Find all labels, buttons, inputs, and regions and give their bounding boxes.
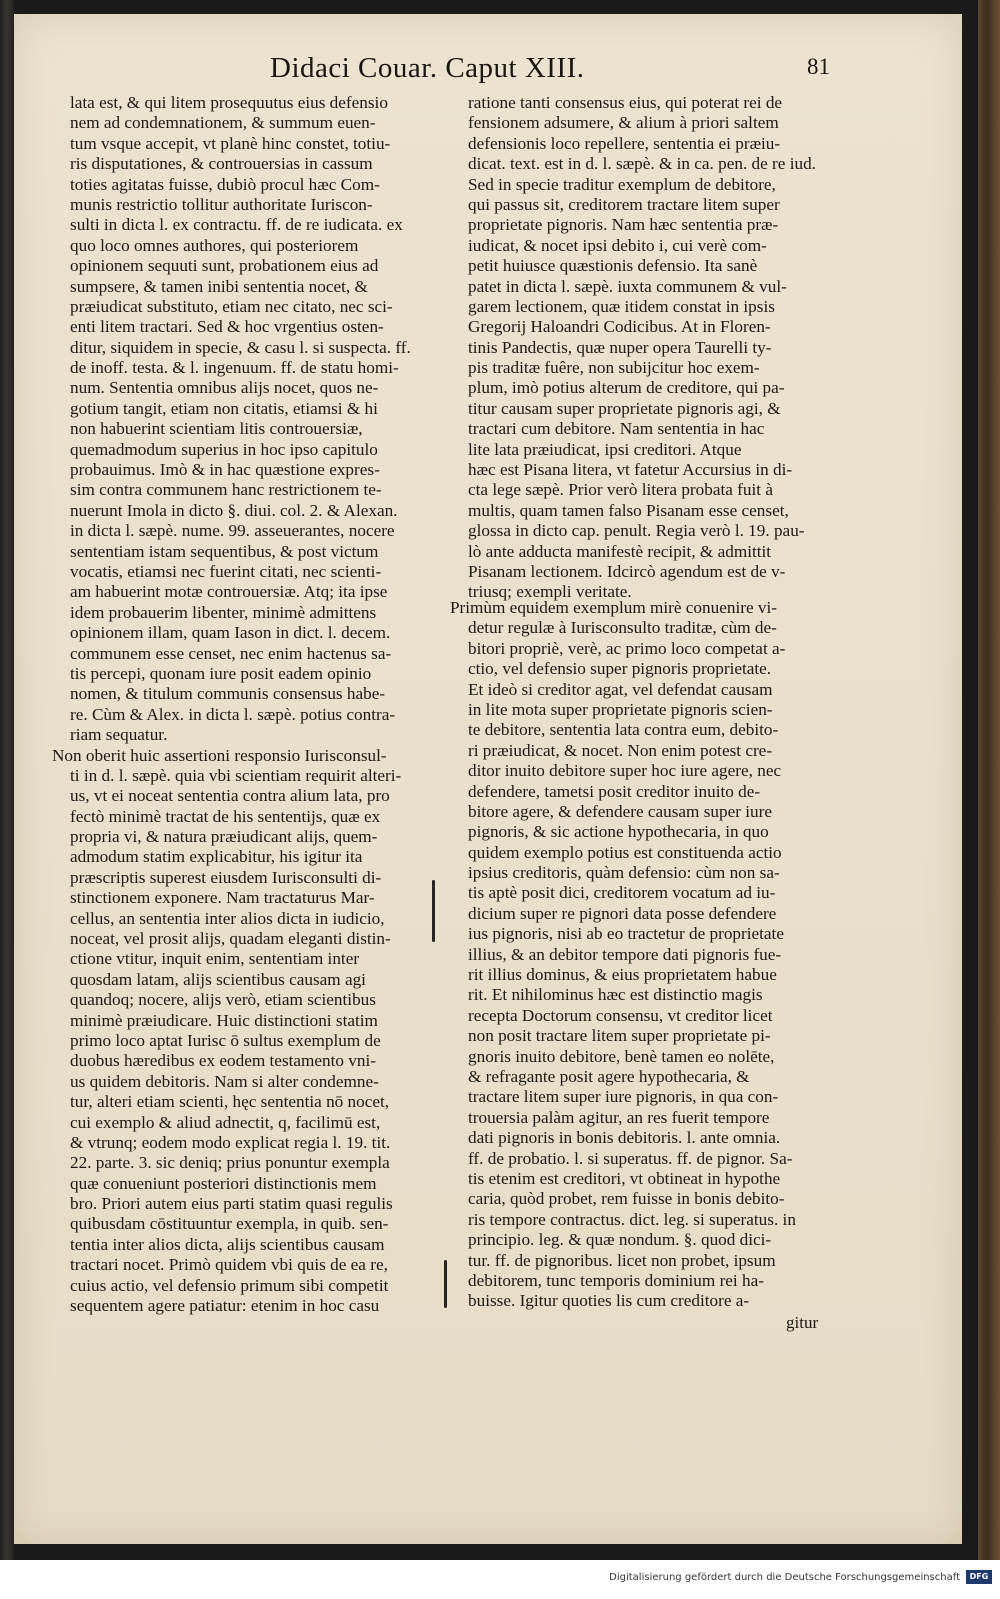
text-line: debitorem, tunc temporis dominium rei ha- [468,1270,764,1290]
text-line: triusq; exempli veritate. [468,582,632,602]
text-line: ff. de probatio. l. si superatus. ff. de pignor. Sa- [468,1148,793,1168]
text-line: riam sequatur. [70,725,168,745]
text-line: cta lege sæpè. Prior verò litera probata fuit à [468,480,773,500]
text-line: ris tempore contractus. dict. leg. si superatus. in [468,1209,796,1229]
text-line: sim contra communem hanc restrictionem te- [70,480,382,500]
text-line: ctio, vel defensio super pignoris proprietate. [468,659,772,679]
running-head-title: Didaci Couar. Caput XIII. [270,52,585,84]
text-line: ipsius creditoris, quàm defensio: cùm non sa- [468,863,780,883]
text-line: patet in dicta l. sæpè. iuxta communem & vul- [468,276,787,296]
text-line: gnoris inuito debitore, benè tamen eo nolēte, [468,1046,775,1066]
text-line: nuerunt Imola in dicto §. diui. col. 2. & Alexan. [70,500,398,520]
text-line: iudicat, & nocet ipsi debito i, cui verè com- [468,235,767,255]
text-line: nem ad condemnationem, & summum euen- [70,113,376,133]
text-line: opinionem sequuti sunt, probationem eius ad [70,256,379,276]
text-line: bitori propriè, verè, ac primo loco competat a- [468,638,786,658]
text-line: buisse. Igitur quoties lis cum creditore a- [468,1291,750,1311]
text-line: quidem exemplo potius est constituenda actio [468,842,782,862]
text-line: cui exemplo & aliud adnectit, q, facilimū est, [70,1112,381,1132]
text-line: defensionis loco repellere, sententia ei præiu- [468,133,781,153]
text-line: in dicta l. sæpè. nume. 99. asseuerantes, nocere [70,521,395,541]
text-line: dati pignoris in bonis debitoris. l. ante omnia. [468,1128,781,1148]
text-line: admodum statim explicabitur, his igitur ita [70,847,363,867]
text-line: ditor inuito debitore super hoc iure agere, nec [468,761,782,781]
text-line: idem probauerim libenter, minimè admittens [70,602,377,622]
text-line: munis restrictio tollitur authoritate Iuriscon- [70,194,373,214]
text-line: & refragante posit agere hypothecaria, & [468,1066,750,1086]
text-line: cuius actio, vel defensio primum sibi competit [70,1275,389,1295]
text-line: defendere, tametsi posit creditor inuito de- [468,781,761,801]
text-line: tum vsque accepit, vt planè hinc constet, totiu- [70,133,391,153]
text-line: fectò minimè tractat de his sententijs, quæ ex [70,806,381,826]
text-line: probauimus. Imò & in hac quæstione expres- [70,460,380,480]
text-line: plum, imò potius alterum de creditore, qui pa- [468,378,785,398]
text-line: tractari cum debitore. Nam sententia in hac [468,419,765,439]
text-line: quosdam latam, alijs scientibus causam agi [70,969,366,989]
text-line: tis etenim est creditori, vt obtineat in hypothe [468,1168,781,1188]
text-line: caria, quòd probet, rem fuisse in bonis debito- [468,1189,785,1209]
text-line: tinis Pandectis, quæ nuper opera Taurelli ty- [468,337,772,357]
text-line: duobus hæredibus ex eodem testamento vni- [70,1051,376,1071]
text-line: de inoff. testa. & l. ingenuum. ff. de statu homi- [70,358,399,378]
text-line: tentia inter alios dicta, alijs scientibus causam [70,1234,385,1254]
text-line: tractari nocet. Primò quidem vbi quis de ea re, [70,1255,388,1275]
text-line: petit huiusce quæstionis defensio. Ita sanè [468,256,758,276]
dfg-logo: DFG [966,1570,992,1584]
text-line: ratione tanti consensus eius, qui poterat rei de [468,93,783,112]
text-line: fensionem adsumere, & alium à priori saltem [468,113,779,133]
text-line: am habuerint motæ controuersiæ. Atq; ita ipse [70,582,388,602]
text-line: Gregorij Haloandri Codicibus. At in Floren- [468,317,771,337]
text-line: us quidem debitoris. Nam si alter condemne- [70,1071,379,1091]
text-line: lò ante adducta manifestè recipit, & admittit [468,541,772,561]
text-line: multis, quam tamen falso Pisanam esse censet, [468,500,789,520]
text-line: num. Sententia omnibus alijs nocet, quos ne- [70,378,379,398]
text-line: tis aptè posit dici, creditorem vocatum ad iu- [468,883,776,903]
book-edge [978,0,1000,1560]
text-line: ctione vtitur, inquit enim, sententiam inter [70,949,360,969]
text-line: ri præiudicat, & nocet. Non enim potest cre- [468,740,773,760]
text-line: ti in d. l. sæpè. quia vbi scientiam requirit alteri- [70,765,402,785]
text-line: bitore agere, & defendere causam super iure [468,801,772,821]
text-line: glossa in dicto cap. penult. Regia verò l. 19. pau- [468,521,805,541]
text-line: ius pignoris, nisi ab eo tractetur de proprietate [468,924,784,944]
text-line: tractare litem super iure pignoris, in qua con- [468,1087,779,1107]
text-line: principio. leg. & quæ nondum. §. quod dici- [468,1230,772,1250]
text-line: rit illius dominus, & eius proprietatem habue [468,965,777,985]
text-line: nomen, & titulum communis consensus habe- [70,684,386,704]
left-text-column [52,93,440,1316]
text-line: rit. Et nihilominus hæc est distinctio magis [468,985,763,1005]
text-line: qui passus sit, creditorem tractare litem super [468,194,780,214]
text-line: illius, & an debitor tempore dati pignoris fue- [468,944,782,964]
text-line: detur regulæ à Iurisconsulto traditæ, cùm de- [468,618,777,638]
text-line: tis percepi, quonam iure posit eadem opinio [70,663,372,683]
text-line: præiudicat substituto, etiam nec citato, nec sci- [70,296,393,316]
text-line: pis traditæ fuêre, non subijcitur hoc exem- [468,358,760,378]
margin-bracket-mark [444,1260,447,1308]
page-number: 81 [807,54,830,79]
text-line: bro. Priori autem eius parti statim quasi regulis [70,1194,393,1214]
text-line: Et ideò si creditor agat, vel defendat causam [468,679,773,699]
text-line: sequentem agere patiatur: etenim in hoc casu [70,1296,380,1316]
text-line: Non oberit huic assertioni responsio Iurisconsul- [52,745,387,765]
text-line: enti litem tractari. Sed & hoc vrgentius osten- [70,317,384,337]
text-line: te debitore, sententia lata contra eum, debito- [468,720,779,740]
text-line: gotium tangit, etiam non citatis, etiamsi & hi [70,398,378,418]
text-line: tur. ff. de pignoribus. licet non probet, ipsum [468,1250,776,1270]
running-head [270,52,830,94]
text-line: Pisanam lectionem. Idcircò agendum est de v- [468,561,786,581]
text-line: ris disputationes, & controuersias in cassum [70,154,373,174]
text-line: non habuerint scientiam litis controuersiæ, [70,419,363,439]
text-line: pignoris, & sic actione hypothecaria, in quo [468,822,769,842]
text-line: us, vt ei noceat sententia contra alium lata, pro [70,786,390,806]
text-line: sententiam istam sequentibus, & post victum [70,541,379,561]
text-line: dicium super re pignori data posse defendere [468,903,777,923]
text-line: Sed in specie traditur exemplum de debitore, [468,174,776,194]
text-line: noceat, vel prosit alijs, quadam eleganti distin- [70,929,391,949]
funding-credit: Digitalisierung gefördert durch die Deutsche Forschungsgemeinschaft [609,1572,960,1583]
text-line: hæc est Pisana litera, vt fatetur Accursius in di- [468,460,793,480]
text-line: trouersia palàm agitur, an res fuerit tempore [468,1107,770,1127]
text-line: titur causam super proprietate pignoris agi, & [468,398,781,418]
text-line: sulti in dicta l. ex contractu. ff. de re iudicata. ex [70,215,403,235]
text-line: in lite mota super proprietate pignoris scien- [468,699,773,719]
text-line: propria vi, & natura præiudicant alijs, quem- [70,827,378,847]
text-line: opinionem illam, quam Iason in dict. l. decem. [70,623,391,643]
text-line: recepta Doctorum consensu, vt creditor licet [468,1005,773,1025]
text-line: ditur, siquidem in specie, & casu l. si suspecta. ff. [70,337,411,357]
text-line: primo loco aptat Iurisc ō sultus exemplum de [70,1030,381,1050]
text-line: sumpsere, & tamen inibi sententia nocet, & [70,276,368,296]
text-line: quæ conueniunt posteriori distinctionis mem [70,1173,377,1193]
text-line: lata est, & qui litem prosequutus eius defensio [70,93,388,112]
text-line: minimè præiudicare. Huic distinctioni statim [70,1010,378,1030]
catchword: gitur [786,1313,819,1332]
text-line: proprietate pignoris. Nam hæc sententia præ- [468,215,779,235]
text-line: quo loco omnes authores, qui posteriorem [70,235,359,255]
text-line: toties agitatas fuisse, dubiò procul hæc Com- [70,174,380,194]
text-line: quemadmodum superius in hoc ipso capitulo [70,439,378,459]
text-line: & vtrunq; eodem modo explicat regia l. 19. tit. [70,1132,391,1152]
text-line: communem esse censet, nec enim hactenus sa- [70,643,392,663]
text-line: tur, alteri etiam scienti, hęc sententia nō nocet, [70,1092,390,1112]
right-text-column-bottom [450,598,836,1312]
right-text-column-top [468,93,836,603]
text-line: quibusdam cōstituuntur exempla, in quib. sen- [70,1214,389,1234]
margin-bracket-mark [432,880,435,942]
text-line: garem lectionem, quæ itidem constat in ipsis [468,296,775,316]
text-line: lite lata præiudicat, ipsi creditori. Atque [468,439,742,459]
text-line: quandoq; nocere, alijs verò, etiam scientibus [70,990,376,1010]
text-line: Primùm equidem exemplum mirè conuenire vi- [450,598,777,617]
text-line: 22. parte. 3. sic deniq; prius ponuntur exempla [70,1153,390,1173]
text-line: re. Cùm & Alex. in dicta l. sæpè. potius contra- [70,704,396,724]
text-line: non posit tractare litem super proprietate pi- [468,1026,771,1046]
text-line: dicat. text. est in d. l. sæpè. & in ca. pen. de re iud. [468,154,816,174]
text-line: vocatis, etiamsi nec fuerint citati, nec scienti- [70,561,382,581]
digitization-footer [0,1560,1000,1599]
text-line: cellus, an sententia inter alios dicta in iudicio, [70,908,385,928]
text-line: stinctionem exponere. Nam tractaturus Mar- [70,888,375,908]
text-line: præscriptis superest eiusdem Iurisconsulti di- [70,867,382,887]
